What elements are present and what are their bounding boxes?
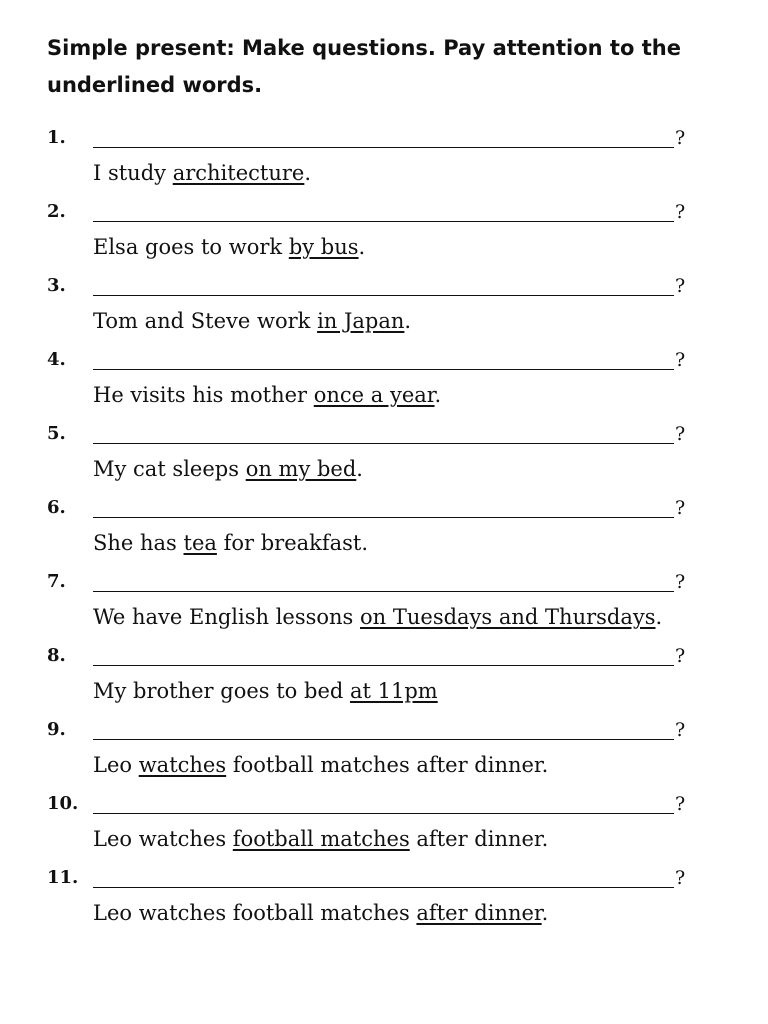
prompt-sentence bbox=[93, 370, 441, 420]
exercise-item bbox=[0, 568, 768, 642]
underlined-words: by bus bbox=[288, 235, 359, 259]
sentence-text: We have English lessons bbox=[93, 605, 361, 629]
sentence-text: She has bbox=[93, 531, 184, 555]
sentence-text: Leo watches football matches bbox=[93, 901, 417, 925]
question-mark: ? bbox=[675, 201, 686, 223]
exercise-item bbox=[0, 716, 768, 790]
item-number: 1. bbox=[47, 127, 66, 148]
item-number: 3. bbox=[47, 275, 66, 296]
question-mark: ? bbox=[675, 571, 686, 593]
underlined-words: in Japan bbox=[317, 309, 405, 333]
underlined-words: architecture bbox=[172, 161, 305, 185]
exercise-item bbox=[0, 790, 768, 864]
prompt-sentence bbox=[93, 222, 365, 272]
sentence-text: . bbox=[655, 605, 663, 629]
exercise-item bbox=[0, 198, 768, 272]
prompt-sentence bbox=[93, 814, 548, 864]
question-mark: ? bbox=[675, 423, 686, 445]
sentence-text: after dinner. bbox=[409, 827, 549, 851]
underlined-words: tea bbox=[183, 531, 217, 555]
sentence-text: Leo watches bbox=[93, 827, 233, 851]
question-mark: ? bbox=[675, 793, 686, 815]
exercise-item bbox=[0, 346, 768, 420]
sentence-text: football matches after dinner. bbox=[226, 753, 549, 777]
exercise-item bbox=[0, 124, 768, 198]
question-mark: ? bbox=[675, 127, 686, 149]
sentence-text: Leo bbox=[93, 753, 139, 777]
underlined-words: on my bed bbox=[245, 457, 357, 481]
sentence-text: . bbox=[358, 235, 366, 259]
exercise-item bbox=[0, 272, 768, 346]
exercise-item bbox=[0, 420, 768, 494]
question-mark: ? bbox=[675, 719, 686, 741]
item-number: 6. bbox=[47, 497, 66, 518]
underlined-words: at 11pm bbox=[349, 679, 438, 703]
prompt-sentence bbox=[93, 740, 548, 790]
sentence-text: He visits his mother bbox=[93, 383, 314, 407]
question-mark: ? bbox=[675, 497, 686, 519]
item-number: 8. bbox=[47, 645, 66, 666]
item-number: 10. bbox=[47, 793, 79, 814]
sentence-text: . bbox=[541, 901, 549, 925]
prompt-sentence bbox=[93, 888, 548, 938]
underlined-words: on Tuesdays and Thursdays bbox=[360, 605, 656, 629]
item-number: 2. bbox=[47, 201, 66, 222]
question-mark: ? bbox=[675, 867, 686, 889]
exercise-item bbox=[0, 864, 768, 938]
sentence-text: Elsa goes to work bbox=[93, 235, 289, 259]
prompt-sentence bbox=[93, 666, 438, 716]
item-number: 5. bbox=[47, 423, 66, 444]
underlined-words: after dinner bbox=[416, 901, 542, 925]
sentence-text: My brother goes to bed bbox=[93, 679, 350, 703]
underlined-words: football matches bbox=[232, 827, 410, 851]
question-mark: ? bbox=[675, 275, 686, 297]
item-number: 11. bbox=[47, 867, 79, 888]
sentence-text: . bbox=[404, 309, 412, 333]
prompt-sentence bbox=[93, 296, 411, 346]
sentence-text: . bbox=[356, 457, 363, 481]
sentence-text: . bbox=[434, 383, 442, 407]
sentence-text: Tom and Steve work bbox=[93, 309, 318, 333]
sentence-text: My cat sleeps bbox=[93, 457, 246, 481]
item-number: 9. bbox=[47, 719, 66, 740]
item-number: 4. bbox=[47, 349, 66, 370]
exercise-item bbox=[0, 642, 768, 716]
prompt-sentence bbox=[93, 444, 363, 494]
sentence-text: for breakfast. bbox=[216, 531, 369, 555]
underlined-words: watches bbox=[138, 753, 227, 777]
worksheet-title: Simple present: Make questions. Pay attention to the underlined words. bbox=[47, 36, 681, 97]
prompt-sentence bbox=[93, 592, 662, 642]
exercise-item bbox=[0, 494, 768, 568]
sentence-text: I study bbox=[93, 161, 173, 185]
question-mark: ? bbox=[675, 349, 686, 371]
sentence-text: . bbox=[304, 161, 312, 185]
prompt-sentence bbox=[93, 518, 368, 568]
question-mark: ? bbox=[675, 645, 686, 667]
prompt-sentence bbox=[93, 148, 311, 198]
underlined-words: once a year bbox=[313, 383, 435, 407]
item-number: 7. bbox=[47, 571, 66, 592]
